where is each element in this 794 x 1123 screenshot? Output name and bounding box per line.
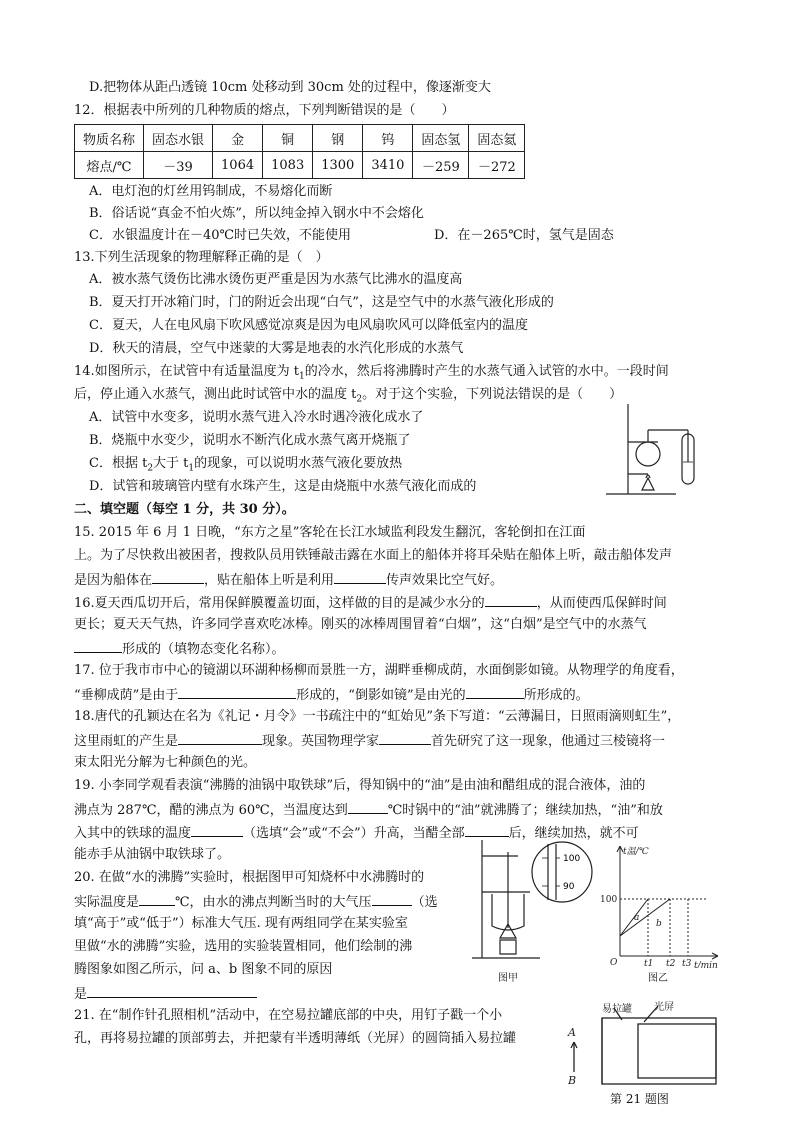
text-fragment: C．根据 t [89,456,148,471]
text-fragment: 现象。英国物理学家 [262,734,380,749]
q20-line-2 [74,891,438,913]
q16-line-1 [74,592,667,614]
thermometer-label-100: 100 [563,854,581,864]
q18-line-3: 束太阳光分解为七种颜色的光。 [74,755,257,770]
curve-a-label: a [634,913,640,923]
section-2-heading: 二、填空题（每空 1 分，共 30 分）。 [74,502,295,517]
q19-line-1: 19. 小李同学观看表演“沸腾的油锅中取铁球”后，得知锅中的“油”是由油和醋组成的混合液体，油的 [74,778,646,793]
q20-line-4: 里做“水的沸腾”实验，选用的实验装置相同，他们绘制的沸 [74,939,413,954]
subscript: 2 [147,463,154,474]
q17-line-1: 17. 位于我市市中心的镜湖以环湖种杨柳而景胜一方，湖畔垂柳成荫，水面倒影如镜。从物理学的角度看， [74,663,684,678]
q20-line-5: 腾图象如图乙所示，问 a、b 图象不同的原因 [74,962,333,977]
q12-option-b: B．俗话说“真金不怕火炼”，所以纯金掉入钢水中不会熔化 [89,206,424,221]
text-fragment: 这里雨虹的产生是 [74,734,179,749]
q13-option-b: B．夏天打开冰箱门时，门的附近会出现“白气”，这是空气中的水蒸气液化形成的 [89,295,554,310]
answer-blank[interactable] [466,684,524,699]
text-fragment: 。对于这个实验，下列说法错误的是（ ） [362,387,623,402]
label-a: A [568,1026,576,1039]
text-fragment: 入其中的铁球的温度 [74,826,192,841]
q14-line-1 [74,362,669,387]
q21-line-2: 孔，再将易拉罐的顶部剪去，并把蒙有半透明薄纸（光屏）的圆筒插入易拉罐 [74,1031,517,1046]
table-cell: 1083 [263,152,313,179]
boiling-apparatus-figure [470,838,596,968]
text-fragment: ，贴在船体上听是利用 [204,573,335,588]
graph-tick-t1: t1 [644,959,654,968]
q14-option-a: A．试管中水变多，说明水蒸气进入冷水时遇冷液化成水了 [89,410,424,425]
table-cell: 1300 [313,152,363,179]
q19-line-4: 能赤手从油锅中取铁球了。 [74,847,231,862]
q18-line-1: 18.唐代的孔颖达在名为《礼记・月令》一书疏注中的“虹始见”条下写道：“云薄漏日，日照雨滴则虹生”， [74,709,681,724]
table-header-row [75,125,525,152]
q12-stem: 12．根据表中所列的几种物质的熔点，下列判断错误的是（ ） [74,103,455,118]
answer-blank[interactable] [191,822,243,837]
text-fragment: （选 [411,895,438,910]
text-fragment: 是因为船体在 [74,573,153,588]
table-value-row [75,152,525,179]
thermometer-label-90: 90 [563,882,575,892]
answer-blank[interactable] [87,983,257,998]
q15-line-3 [74,569,503,591]
q13-option-c: C．夏天，人在电风扇下吹风感觉凉爽是因为电风扇吹风可以降低室内的温度 [89,318,528,333]
table-cell: －39 [144,152,213,179]
q14-option-d: D．试管和玻璃管内壁有水珠产生，这是由烧瓶中水蒸气液化而成的 [89,479,477,494]
table-cell: －259 [413,152,469,179]
q13-option-d: D．秋天的清晨，空气中迷蒙的大雾是地表的水汽化形成的水蒸气 [89,341,464,356]
text-fragment: 实际温度是 [74,895,140,910]
label-b: B [568,1074,577,1087]
curve-b-label: b [656,919,662,929]
q20-line-3: 填“高于”或“低于”）标准大气压. 现有两组同学在某实验室 [74,916,408,931]
q15-line-1: 15. 2015 年 6 月 1 日晚，“东方之星”客轮在长江水域监利段发生翻沉，客轮倒扣在江面 [74,525,586,540]
text-fragment: ℃时锅中的“油”就沸腾了；继续加热，“油”和放 [387,803,663,818]
text-fragment: 首先研究了这一现象，他通过三棱镜将一 [431,734,666,749]
figure-b-caption: 图乙 [648,973,668,984]
answer-blank[interactable] [485,592,537,607]
q12-option-d: D．在－265℃时，氢气是固态 [434,228,614,243]
q12-option-c: C．水银温度计在－40℃时已失效，不能使用 [89,228,352,243]
table-cell: 固态氦 [469,125,525,152]
q18-line-2 [74,730,665,752]
text-fragment: ，从而使西瓜保鲜时间 [536,596,667,611]
answer-blank[interactable] [178,684,296,699]
table-cell: 钨 [363,125,413,152]
q13-option-a: A．被水蒸气烫伤比沸水烫伤更严重是因为水蒸气比沸水的温度高 [89,272,463,287]
subscript: 2 [356,394,363,405]
q14-option-b: B．烧瓶中水变少，说明水不断汽化成水蒸气离开烧瓶了 [89,433,411,448]
answer-blank[interactable] [372,891,412,906]
q13-stem: 13.下列生活现象的物理解释正确的是（ ） [74,250,329,265]
text-fragment: 16.夏天西瓜切开后，常用保鲜膜覆盖切面，这样做的目的是减少水分的 [74,596,485,611]
text-fragment: 是 [74,987,88,1002]
q21-line-1: 21. 在“制作针孔照相机”活动中，在空易拉罐底部的中央，用钉子戳一个小 [74,1008,503,1023]
q14-option-c [89,454,402,479]
table-cell: 物质名称 [75,125,144,152]
graph-y-label: t温/℃ [623,847,649,857]
answer-blank[interactable] [152,569,204,584]
pinhole-camera-figure [562,1000,722,1088]
text-fragment: “垂柳成荫”是由于 [74,688,179,703]
steam-apparatus-figure [598,402,718,497]
table-cell: 3410 [363,152,413,179]
text-fragment: 大于 t [153,456,189,471]
subscript: 1 [299,371,305,382]
graph-origin: O [610,958,618,968]
graph-tick-t2: t2 [666,959,676,968]
table-cell: －272 [469,152,525,179]
text-fragment: 所形成的。 [523,688,589,703]
figure-a-caption: 图甲 [498,973,518,984]
table-cell: 熔点/℃ [75,152,144,179]
q20-line-1: 20. 在做“水的沸腾”实验时，根据图甲可知烧杯中水沸腾时的 [74,870,425,885]
can-label: 易拉罐 [602,1004,632,1015]
q15-line-2: 上。为了尽快救出被困者，搜救队员用铁锤敲击露在水面上的船体并将耳朵贴在船体上听，敲击船体发声 [74,548,673,563]
screen-label: 光屏 [654,1002,674,1013]
answer-blank[interactable] [74,638,122,653]
table-cell: 固态氢 [413,125,469,152]
table-cell: 固态水银 [144,125,213,152]
graph-x-label: t/min [694,961,718,968]
table-cell: 1064 [213,152,263,179]
text-fragment: 形成的（填物态变化名称）。 [122,642,285,657]
subscript: 1 [188,463,195,474]
text-fragment: （选填“会”或“不会”）升高，当醋全部 [243,826,465,841]
text-fragment: 14.如图所示，在试管中有适量温度为 t [74,364,300,379]
q19-line-2 [74,799,663,821]
text-fragment: ℃，由水的沸点判断当时的大气压 [175,895,372,910]
table-cell: 金 [213,125,263,152]
q11-option-d: D.把物体从距凸透镜 10cm 处移动到 30cm 处的过程中，像逐渐变大 [89,80,491,95]
table-cell: 铜 [263,125,313,152]
text-fragment: 的现象，可以说明水蒸气液化要放热 [194,456,403,471]
answer-blank[interactable] [139,891,175,906]
answer-blank[interactable] [334,569,386,584]
text-fragment: 后，继续加热，就不可 [508,826,639,841]
text-fragment: 传声效果比空气好。 [386,573,504,588]
q16-line-3 [74,638,285,660]
q12-option-a: A．电灯泡的灯丝用钨制成，不易熔化而断 [89,184,333,199]
answer-blank[interactable] [379,730,431,745]
q20-line-6 [74,983,257,1005]
table-cell: 钢 [313,125,363,152]
text-fragment: 形成的，“倒影如镜”是由光的 [296,688,466,703]
graph-tick-100: 100 [600,895,618,905]
answer-blank[interactable] [178,730,262,745]
q16-line-2: 更长；夏天天气热，许多同学喜欢吃冰棒。刚买的冰棒周围冒着“白烟”，这“白烟”是空气中的水蒸气 [74,617,647,632]
text-fragment: 后，停止通入水蒸气，测出此时试管中水的温度 t [74,387,357,402]
answer-blank[interactable] [348,799,388,814]
melting-point-table [74,124,525,179]
q17-line-2 [74,684,589,706]
text-fragment: 的冷水，然后将沸腾时产生的水蒸气通入试管的水中。一段时间 [304,364,669,379]
q21-figure-caption: 第 21 题图 [610,1092,669,1106]
answer-blank[interactable] [465,822,509,837]
q14-line-2 [74,385,622,410]
graph-tick-t3: t3 [682,959,692,968]
text-fragment: 沸点为 287℃，醋的沸点为 60℃，当温度达到 [74,803,348,818]
boiling-graph-figure [598,840,728,968]
